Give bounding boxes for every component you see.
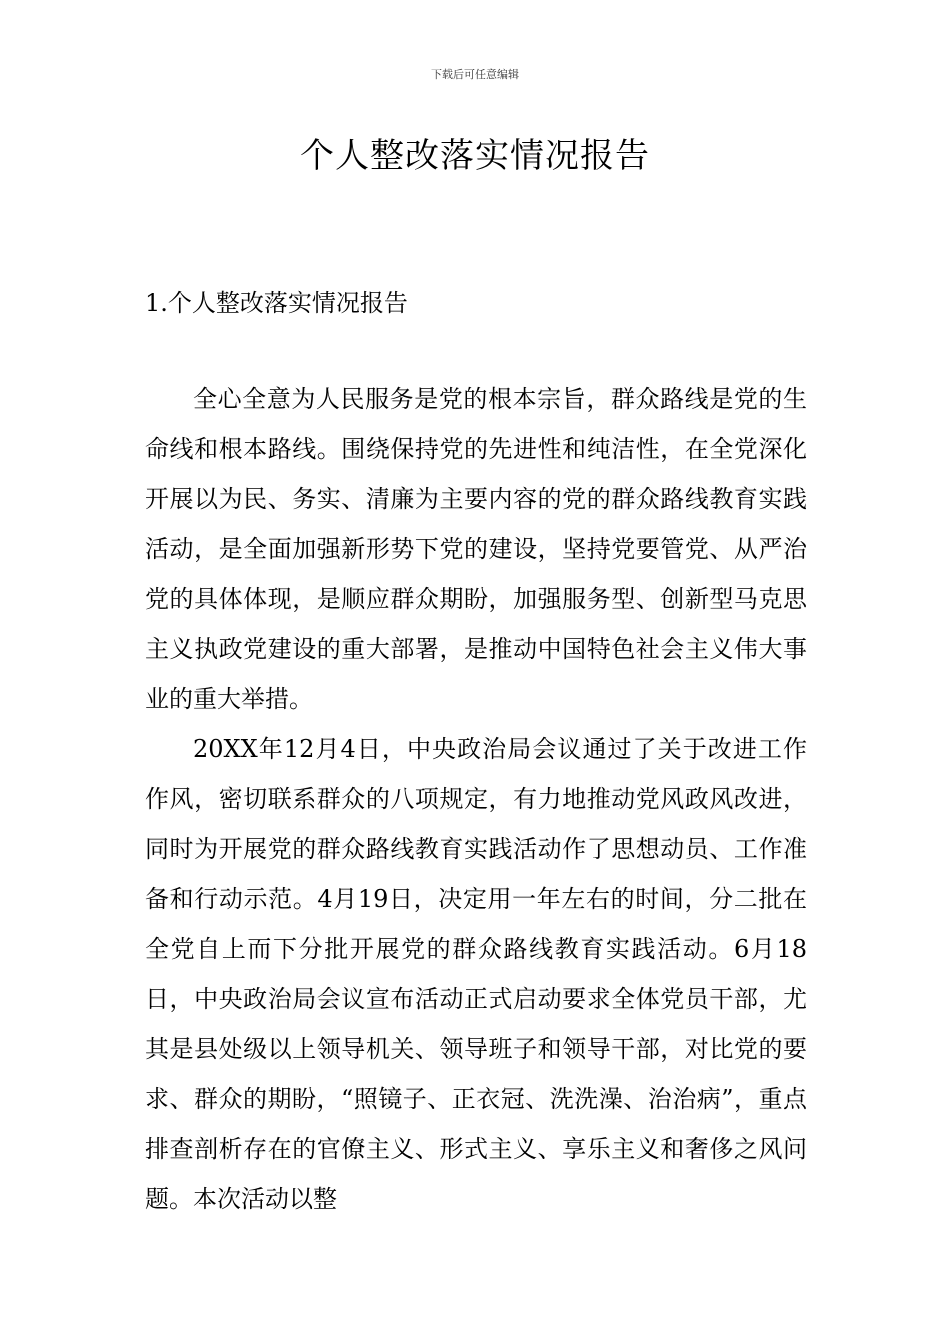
document-body bbox=[145, 374, 807, 1224]
body-paragraph-2: 20XX年12月4日，中央政治局会议通过了关于改进工作作风，密切联系群众的八项规定，有力地推动党风政风改进，同时为开展党的群众路线教育实践活动作了思想动员、工作准备和行动示范。4月19日，决定用一年左右的时间，分二批在全党自上而下分批开展党的群众路线教育实践活动。6月18日，中央政治局会议宣布活动正式启动要求全体党员干部，尤其是县处级以上领导机关、领导班子和领导干部，对比党的要求、群众的期盼，“照镜子、正衣冠、洗洗澡、治治病”，重点排查剖析存在的官僚主义、形式主义、享乐主义和奢侈之风问题。本次活动以整 bbox=[145, 735, 807, 1213]
section-heading: 1.个人整改落实情况报告 bbox=[145, 289, 408, 317]
document-title: 个人整改落实情况报告 bbox=[300, 136, 650, 176]
page-header-note: 下载后可任意编辑 bbox=[431, 68, 519, 81]
body-paragraph-1: 全心全意为人民服务是党的根本宗旨，群众路线是党的生命线和根本路线。围绕保持党的先进性和纯洁性，在全党深化开展以为民、务实、清廉为主要内容的党的群众路线教育实践活动，是全面加强新形势下党的建设，坚持党要管党、从严治党的具体体现，是顺应群众期盼，加强服务型、创新型马克思主义执政党建设的重大部署，是推动中国特色社会主义伟大事业的重大举措。 bbox=[145, 385, 807, 713]
